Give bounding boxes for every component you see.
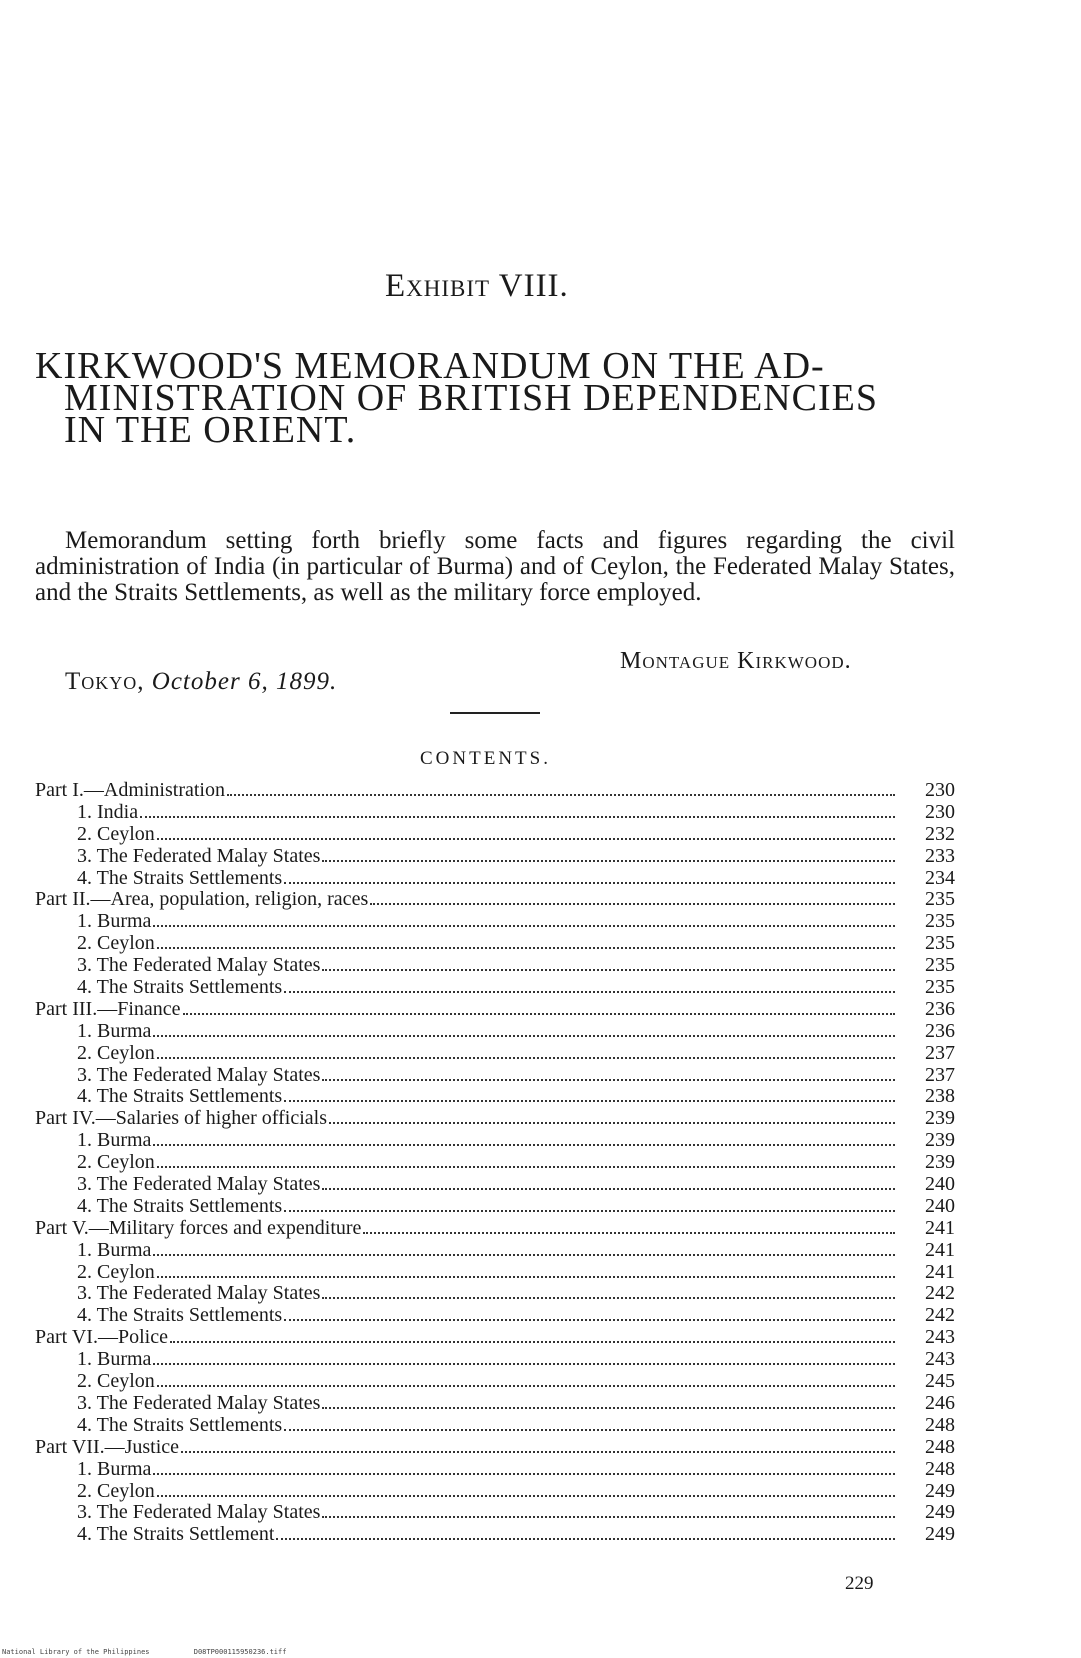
- dot-leader: [284, 1196, 895, 1212]
- dot-leader: [153, 1240, 895, 1256]
- toc-subentry: [35, 1524, 955, 1546]
- toc-part-entry: [35, 1327, 955, 1349]
- toc-entry-label: Part VII.—Justice: [35, 1435, 180, 1458]
- dot-leader: [322, 1283, 895, 1299]
- dot-leader: [227, 780, 895, 796]
- toc-page-number: 242: [925, 1282, 955, 1305]
- contents-heading: CONTENTS.: [420, 748, 551, 769]
- title-line-2: MINISTRATION OF BRITISH DEPENDENCIES: [64, 377, 878, 419]
- dot-leader: [284, 1415, 895, 1431]
- toc-page-number: 232: [925, 822, 955, 845]
- dot-leader: [322, 955, 895, 971]
- toc-entry-label: 1. Burma: [77, 1129, 152, 1152]
- toc-subentry: [35, 911, 955, 933]
- toc-part-entry: [35, 889, 955, 911]
- exhibit-heading: [385, 268, 569, 305]
- toc-entry-label: 1. Burma: [77, 1348, 152, 1371]
- toc-entry-label: 2. Ceylon: [77, 932, 155, 955]
- place: Tokyo,: [65, 668, 145, 695]
- toc-subentry: [35, 1043, 955, 1065]
- dot-leader: [329, 1108, 895, 1124]
- table-of-contents: [35, 780, 955, 1546]
- toc-part-entry: [35, 1108, 955, 1130]
- toc-subentry: [35, 868, 955, 890]
- toc-page-number: 236: [925, 1019, 955, 1042]
- dot-leader: [153, 1130, 895, 1146]
- dot-leader: [140, 802, 895, 818]
- title-line-3: IN THE ORIENT.: [64, 409, 357, 451]
- toc-entry-label: 3. The Federated Malay States: [77, 1391, 321, 1414]
- memorandum-summary: Memorandum setting forth briefly some facts and figures regarding the civil administration of India (in particular of Burma) and of Ceylon, the Federated Malay States, and the Straits Settlements, as well as the military force employed.: [35, 527, 955, 606]
- dot-leader: [363, 1218, 895, 1234]
- toc-page-number: 248: [925, 1457, 955, 1480]
- toc-entry-label: 4. The Straits Settlements: [77, 1194, 283, 1217]
- toc-entry-label: 4. The Straits Settlements: [77, 866, 283, 889]
- section-divider: [450, 712, 540, 714]
- dot-leader: [370, 889, 895, 905]
- toc-entry-label: 4. The Straits Settlement: [77, 1523, 275, 1546]
- toc-subentry: [35, 1371, 955, 1393]
- toc-page-number: 241: [925, 1216, 955, 1239]
- toc-entry-label: Part IV.—Salaries of higher officials: [35, 1107, 327, 1130]
- toc-entry-label: 2. Ceylon: [77, 1370, 155, 1393]
- toc-subentry: [35, 1459, 955, 1481]
- toc-page-number: 237: [925, 1041, 955, 1064]
- toc-page-number: 249: [925, 1523, 955, 1546]
- toc-page-number: 237: [925, 1063, 955, 1086]
- toc-page-number: 233: [925, 844, 955, 867]
- toc-subentry: [35, 1262, 955, 1284]
- toc-entry-label: 1. India: [77, 800, 139, 823]
- toc-page-number: 236: [925, 997, 955, 1020]
- toc-entry-label: 3. The Federated Malay States: [77, 844, 321, 867]
- dot-leader: [157, 1371, 895, 1387]
- toc-entry-label: 1. Burma: [77, 1457, 152, 1480]
- toc-subentry: [35, 933, 955, 955]
- toc-page-number: 235: [925, 888, 955, 911]
- toc-page-number: 240: [925, 1173, 955, 1196]
- toc-subentry: [35, 955, 955, 977]
- toc-page-number: 239: [925, 1129, 955, 1152]
- dot-leader: [157, 824, 895, 840]
- toc-page-number: 235: [925, 932, 955, 955]
- toc-entry-label: 1. Burma: [77, 910, 152, 933]
- toc-page-number: 245: [925, 1370, 955, 1393]
- toc-entry-label: 4. The Straits Settlements: [77, 1085, 283, 1108]
- toc-subentry: [35, 1130, 955, 1152]
- toc-page-number: 249: [925, 1501, 955, 1524]
- toc-subentry: [35, 1086, 955, 1108]
- toc-entry-label: Part III.—Finance: [35, 997, 181, 1020]
- toc-subentry: [35, 1065, 955, 1087]
- toc-entry-label: 3. The Federated Malay States: [77, 1173, 321, 1196]
- toc-entry-label: Part II.—Area, population, religion, races: [35, 888, 369, 911]
- toc-page-number: 239: [925, 1107, 955, 1130]
- toc-subentry: [35, 1021, 955, 1043]
- dot-leader: [153, 1021, 895, 1037]
- toc-page-number: 235: [925, 910, 955, 933]
- toc-entry-label: 4. The Straits Settlements: [77, 1304, 283, 1327]
- toc-entry-label: 2. Ceylon: [77, 1260, 155, 1283]
- toc-entry-label: 3. The Federated Malay States: [77, 1063, 321, 1086]
- dot-leader: [170, 1327, 895, 1343]
- toc-entry-label: Part V.—Military forces and expenditure: [35, 1216, 362, 1239]
- toc-entry-label: 1. Burma: [77, 1238, 152, 1261]
- scan-footer: [2, 1648, 326, 1656]
- dot-leader: [157, 1043, 895, 1059]
- toc-page-number: 238: [925, 1085, 955, 1108]
- toc-page-number: 230: [925, 779, 955, 801]
- toc-page-number: 235: [925, 954, 955, 977]
- toc-page-number: 248: [925, 1435, 955, 1458]
- toc-page-number: 240: [925, 1194, 955, 1217]
- dot-leader: [157, 1262, 895, 1278]
- toc-entry-label: 3. The Federated Malay States: [77, 954, 321, 977]
- toc-entry-label: Part I.—Administration: [35, 779, 225, 801]
- toc-page-number: 243: [925, 1326, 955, 1349]
- toc-part-entry: [35, 1437, 955, 1459]
- toc-entry-label: 4. The Straits Settlements: [77, 1413, 283, 1436]
- toc-page-number: 239: [925, 1151, 955, 1174]
- dot-leader: [322, 1502, 895, 1518]
- toc-page-number: 249: [925, 1479, 955, 1502]
- dot-leader: [284, 977, 895, 993]
- toc-entry-label: 2. Ceylon: [77, 1479, 155, 1502]
- dot-leader: [183, 999, 895, 1015]
- toc-entry-label: 2. Ceylon: [77, 822, 155, 845]
- toc-subentry: [35, 977, 955, 999]
- toc-subentry: [35, 1305, 955, 1327]
- toc-page-number: 230: [925, 800, 955, 823]
- toc-entry-label: Part VI.—Police: [35, 1326, 168, 1349]
- toc-subentry: [35, 846, 955, 868]
- toc-subentry: [35, 1152, 955, 1174]
- toc-page-number: 242: [925, 1304, 955, 1327]
- dot-leader: [157, 1481, 895, 1497]
- document-title: [35, 345, 955, 451]
- page-number: 229: [845, 1573, 874, 1594]
- toc-page-number: 235: [925, 976, 955, 999]
- toc-subentry: [35, 1415, 955, 1437]
- toc-page-number: 243: [925, 1348, 955, 1371]
- dot-leader: [322, 1393, 895, 1409]
- toc-page-number: 241: [925, 1260, 955, 1283]
- toc-subentry: [35, 1393, 955, 1415]
- title-line-1: KIRKWOOD'S MEMORANDUM ON THE AD-: [35, 345, 825, 387]
- toc-subentry: [35, 802, 955, 824]
- date: October 6, 1899.: [151, 668, 338, 695]
- toc-subentry: [35, 1481, 955, 1503]
- signature-line: Montague Kirkwood.: [620, 648, 852, 674]
- toc-subentry: [35, 824, 955, 846]
- dot-leader: [284, 1305, 895, 1321]
- dot-leader: [153, 1459, 895, 1475]
- place-date-line: [65, 668, 337, 696]
- toc-part-entry: [35, 780, 955, 802]
- toc-page-number: 246: [925, 1391, 955, 1414]
- toc-entry-label: 2. Ceylon: [77, 1151, 155, 1174]
- dot-leader: [284, 1086, 895, 1102]
- dot-leader: [157, 1152, 895, 1168]
- footer-file: D08TP000115950236.tiff: [193, 1648, 287, 1656]
- toc-subentry: [35, 1240, 955, 1262]
- toc-page-number: 248: [925, 1413, 955, 1436]
- dot-leader: [276, 1524, 895, 1540]
- dot-leader: [322, 846, 895, 862]
- toc-subentry: [35, 1283, 955, 1305]
- toc-entry-label: 4. The Straits Settlements: [77, 976, 283, 999]
- toc-entry-label: 1. Burma: [77, 1019, 152, 1042]
- dot-leader: [157, 933, 895, 949]
- dot-leader: [322, 1065, 895, 1081]
- toc-part-entry: [35, 1218, 955, 1240]
- exhibit-prefix: Exhibit: [385, 268, 491, 304]
- dot-leader: [153, 1349, 895, 1365]
- dot-leader: [181, 1437, 895, 1453]
- dot-leader: [322, 1174, 895, 1190]
- toc-subentry: [35, 1349, 955, 1371]
- toc-entry-label: 3. The Federated Malay States: [77, 1282, 321, 1305]
- toc-page-number: 234: [925, 866, 955, 889]
- dot-leader: [153, 911, 895, 927]
- footer-library: National Library of the Philippines: [2, 1648, 150, 1656]
- toc-page-number: 241: [925, 1238, 955, 1261]
- toc-subentry: [35, 1196, 955, 1218]
- toc-subentry: [35, 1502, 955, 1524]
- toc-entry-label: 2. Ceylon: [77, 1041, 155, 1064]
- dot-leader: [284, 868, 895, 884]
- exhibit-numeral: VIII.: [498, 268, 569, 304]
- toc-subentry: [35, 1174, 955, 1196]
- toc-entry-label: 3. The Federated Malay States: [77, 1501, 321, 1524]
- toc-part-entry: [35, 999, 955, 1021]
